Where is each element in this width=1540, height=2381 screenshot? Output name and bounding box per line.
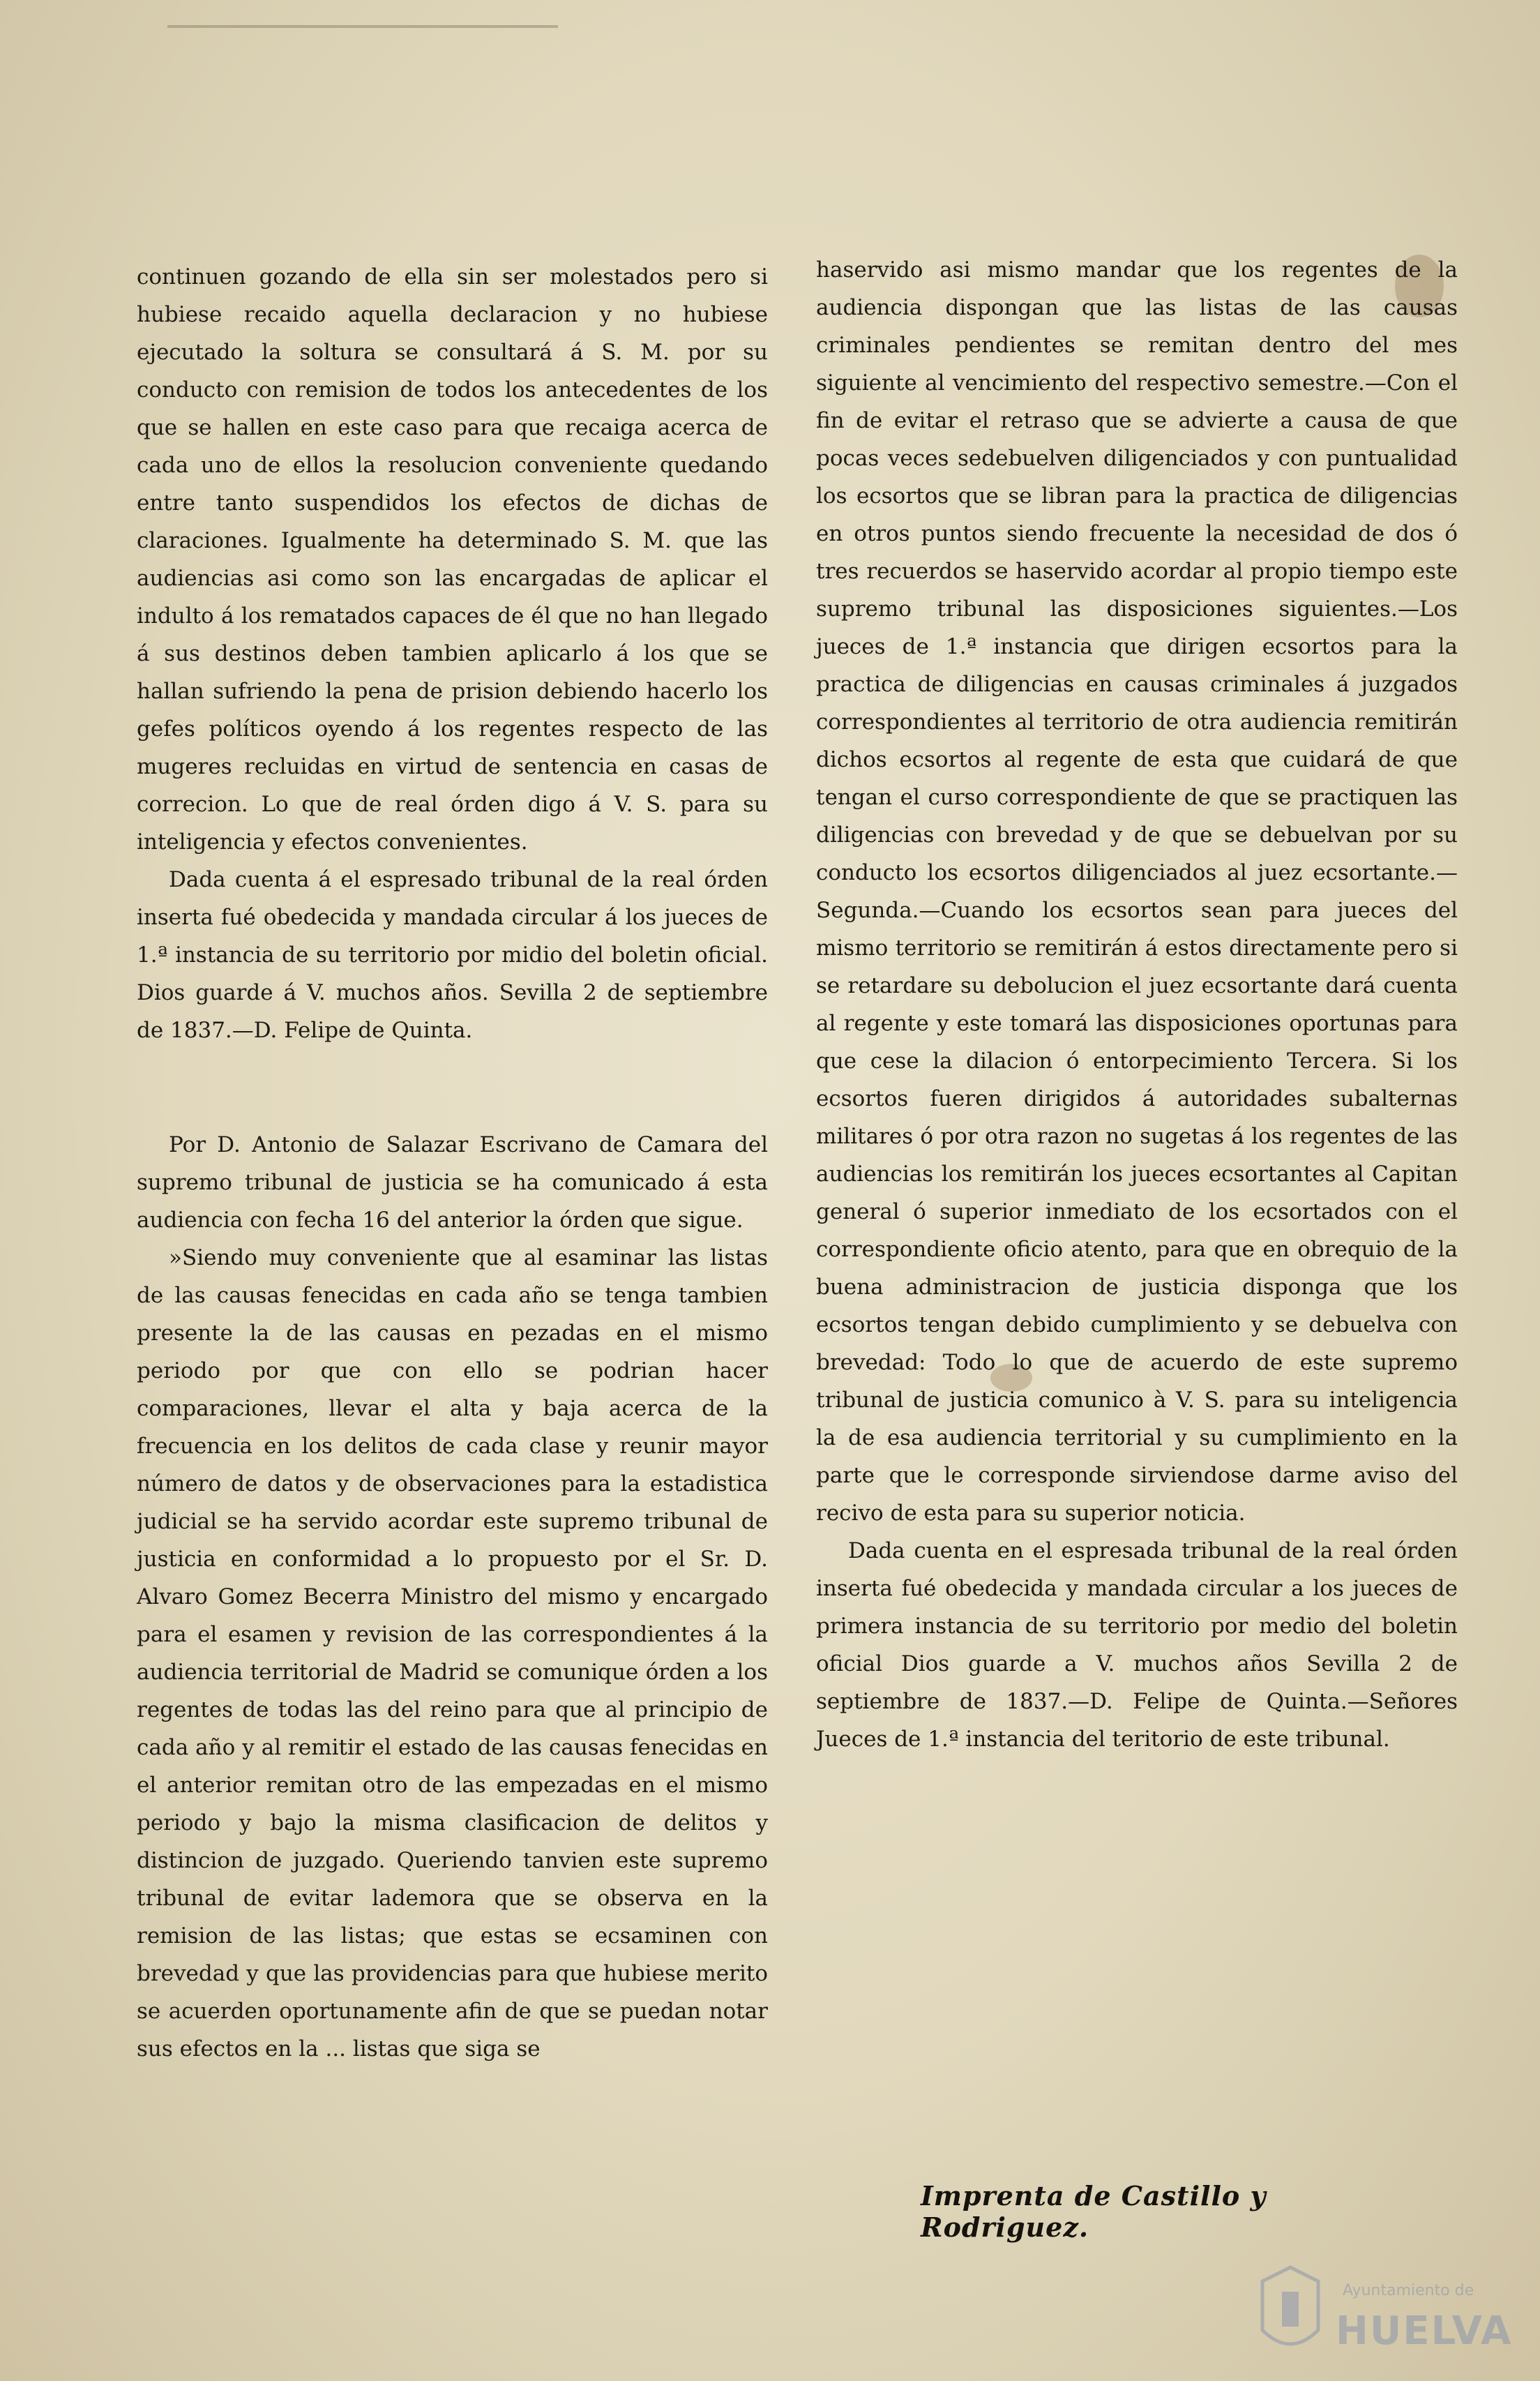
paragraph: »Siendo muy conveniente que al esaminar las listas de las causas fenecidas en cada año se tenga tambien presente la de las causas en pezadas en el mismo periodo por que con ello se podrian hacer comparaciones, llevar el alta y baja acerca de la frecuencia en los delitos de cada clase y reunir mayor número de datos y de observaciones para la estadistica judicial se ha servido acordar este supremo tribunal de justicia en conformidad a lo propuesto por el Sr. D. Alvaro Gomez Becerra Ministro del mismo y encargado para el esamen y revision de las correspondientes á la audiencia territorial de Madrid se comunique órden a los regentes de todas las del reino para que al principio de cada año y al remitir el estado de las causas fenecidas en el anterior remitan otro de las empezadas en el mismo periodo y bajo la misma clasificacion de delitos y distincion de juzgado. Queriendo tanvien este supremo tribunal de evitar lademora que se observa en la remision de las listas; que estas se ecsaminen con brevedad y que las providencias para que hubiese merito se acuerden oportunamente afin de que se puedan notar sus efectos en la ... listas que siga se: [137, 1245, 768, 2061]
watermark-line2: HUELVA: [1336, 2308, 1513, 2354]
paragraph: Dada cuenta á el espresado tribunal de la real órden inserta fué obedecida y mandada circular á los jueces de 1.ª instancia de su territorio por midio del boletin oficial. Dios guarde á V. muchos años. Sevilla 2 de septiembre de 1837.—D. Felipe de Quinta.: [137, 867, 768, 1043]
paragraph: Por D. Antonio de Salazar Escrivano de Camara del supremo tribunal de justicia se ha comunicado á esta audiencia con fecha 16 del anterior la órden que sigue.: [137, 1132, 768, 1233]
paragraph: Dada cuenta en el espresada tribunal de la real órden inserta fué obedecida y mandada circular a los jueces de primera instancia de su territorio por medio del boletin oficial Dios guarde a V. muchos años Sevilla 2 de septiembre de 1837.—D. Felipe de Quinta.—Señores Jueces de 1.ª instancia del teritorio de este tribunal.: [816, 1538, 1458, 1752]
watermark-seal: [1248, 2253, 1513, 2372]
watermark-line1: Ayuntamiento de: [1343, 2282, 1474, 2299]
crest-icon: [1262, 2267, 1318, 2344]
left-column: [137, 258, 768, 2068]
printer-imprint: Imprenta de Castillo y Rodriguez.: [921, 2180, 1267, 2243]
paragraph: continuen gozando de ella sin ser molestados pero si hubiese recaido aquella declaracion y no hubiese ejecutado la soltura se consultará á S. M. por su conducto con remision de todos los antecedentes de los que se hallen en este caso para que recaiga acerca de cada uno de ellos la resolucion conveniente quedando entre tanto suspendidos los efectos de dichas de claraciones. Igualmente ha determinado S. M. que las audiencias asi como son las encargadas de aplicar el indulto á los rematados capaces de él que no han llegado á sus destinos deben tambien aplicarlo á los que se hallan sufriendo la pena de prision debiendo hacerlo los gefes políticos oyendo á los regentes respecto de las mugeres recluidas en virtud de sentencia en casas de correcion. Lo que de real órden digo á V. S. para su inteligencia y efectos convenientes.: [137, 264, 768, 855]
right-column: [816, 251, 1458, 1758]
section-gap: [137, 1049, 768, 1126]
top-rule: [167, 25, 558, 28]
paragraph: haservido asi mismo mandar que los regentes de la audiencia dispongan que las listas de las causas criminales pendientes se remitan dentro del mes siguiente al vencimiento del respectivo semestre.—Con el fin de evitar el retraso que se advierte a causa de que pocas veces sedebuelven diligenciados y con puntualidad los ecsortos que se libran para la practica de diligencias en otros puntos siendo frecuente la necesidad de dos ó tres recuerdos se haservido acordar al propio tiempo este supremo tribunal las disposiciones siguientes.—Los jueces de 1.ª instancia que dirigen ecsortos para la practica de diligencias en causas criminales á juzgados correspondientes al territorio de otra audiencia remitirán dichos ecsortos al regente de esta que cuidará de que tengan el curso correspondiente de que se practiquen las diligencias con brevedad y de que se debuelvan por su conducto los ecsortos diligenciados al juez ecsortante.— Segunda.—Cuando los ecsortos sean para jueces del mismo territorio se remitirán á estos directamente pero si se retardare su debolucion el juez ecsortante dará cuenta al regente y este tomará las disposiciones oportunas para que cese la dilacion ó entorpecimiento Tercera. Si los ecsortos fueren dirigidos á autoridades subalternas militares ó por otra razon no sugetas á los regentes de las audiencias los remitirán los jueces ecsortantes al Capitan general ó superior inmediato de los ecsortados con el correspondiente oficio atento, para que en obrequio de la buena administracion de justicia disponga que los ecsortos tengan debido cumplimiento y se debuelva con brevedad: Todo lo que de acuerdo de este supremo tribunal de justicia comunico à V. S. para su inteligencia la de esa audiencia territorial y su cumplimiento en la parte que le corresponde sirviendose darme aviso del recivo de esta para su superior noticia.: [816, 257, 1458, 1526]
